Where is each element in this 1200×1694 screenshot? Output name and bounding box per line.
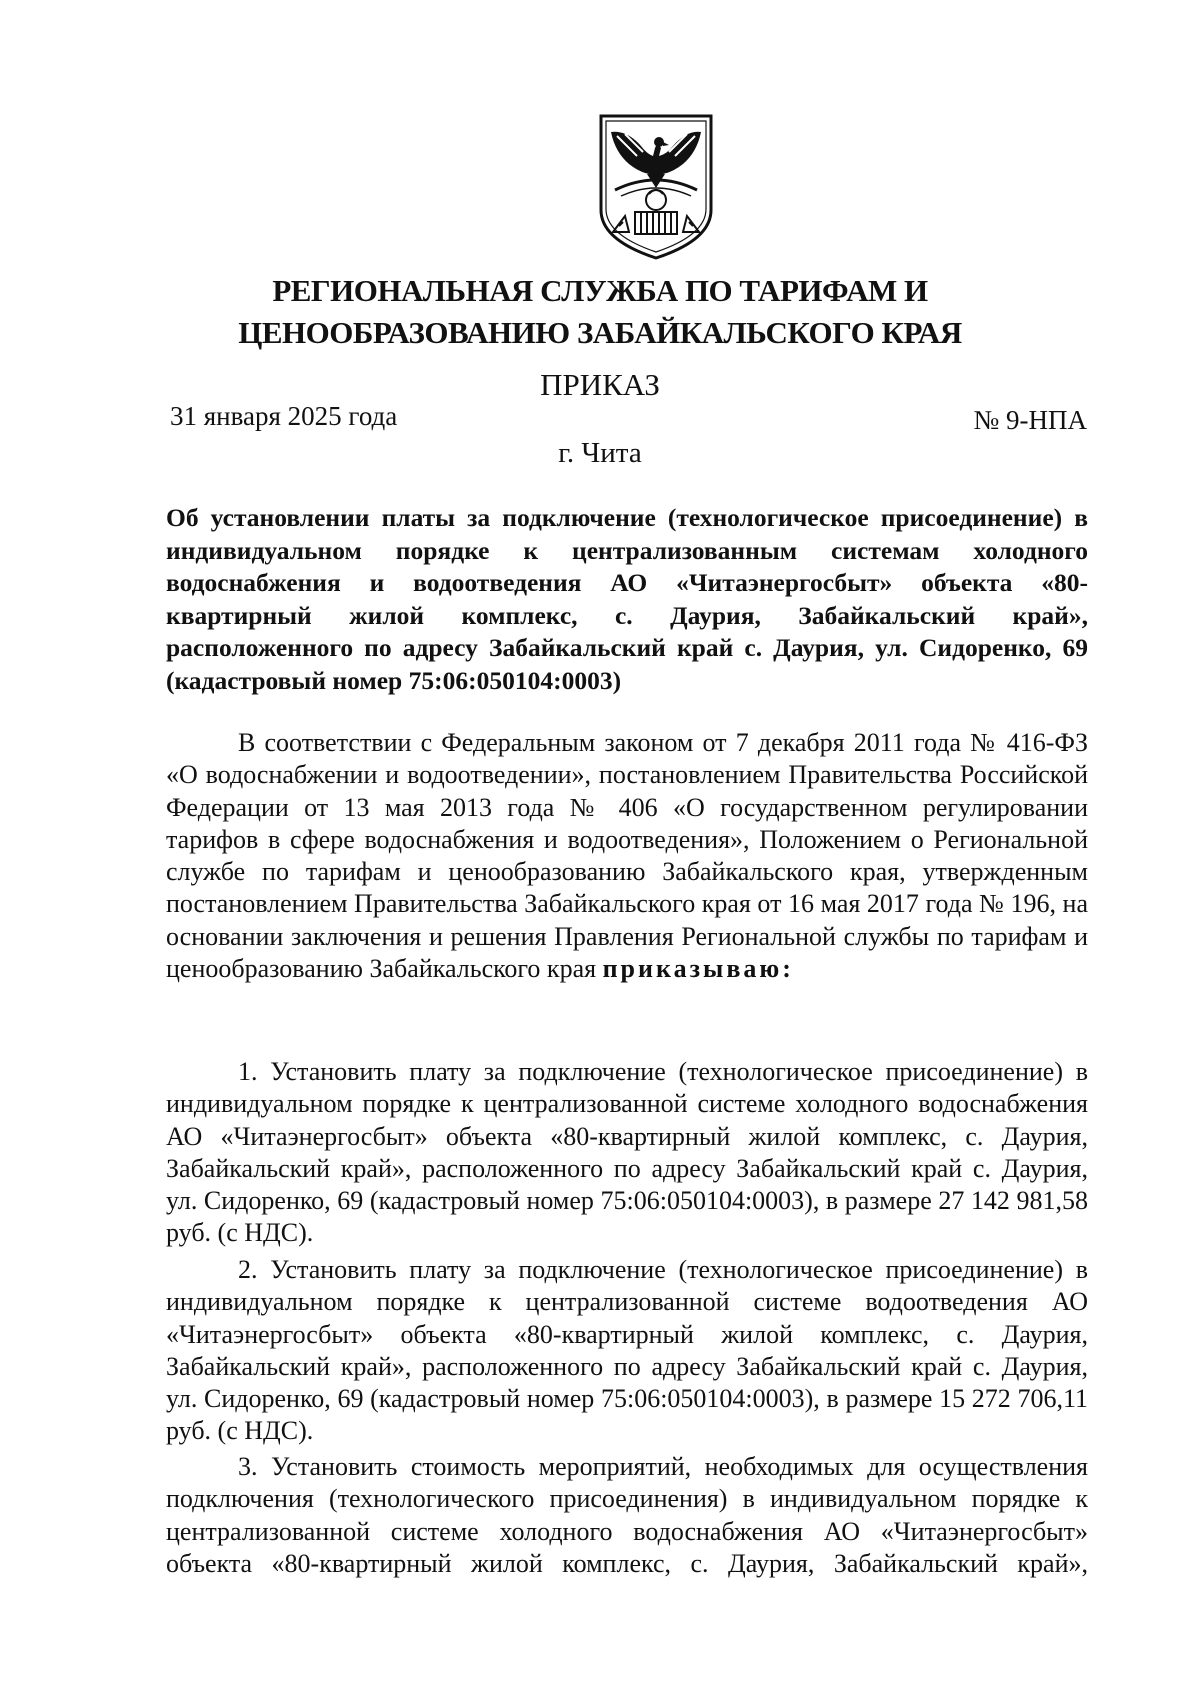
organization-name-line1: РЕГИОНАЛЬНАЯ СЛУЖБА ПО ТАРИФАМ И xyxy=(272,273,928,308)
intro-text: В соответствии с Федеральным законом от 7 декабря 2011 года № 416-ФЗ «О водоснабжении и водоотведении», постановлением Правительства Российской Федерации от 13 мая 2013 года № 406 «О государственном регулировании тарифов в сфере водоснабжения и водоотведения», Положением о Региональной службе по тарифам и ценообразованию Забайкальского края, утвержденным постановлением Правительства Забайкальского края от 16 мая 2017 года № 196, на основании заключения и решения Правления Региональной службы по тарифам и ценообразованию Забайкальского края xyxy=(166,728,1088,984)
intro-paragraph xyxy=(166,727,1088,985)
order-item-2: 2. Установить плату за подключение (технологическое присоединение) в индивидуальном порядке к централизованной системе водоотведения АО «Читаэнергосбыт» объекта «80-квартирный жилой комплекс, с. Даурия, Забайкальский край», расположенного по адресу Забайкальский край с. Даурия, ул. Сидоренко, 69 (кадастровый номер 75:06:050104:0003), в размере 15 272 706,11 руб. (с НДС). xyxy=(166,1255,1088,1446)
directive-word: приказываю: xyxy=(602,954,794,984)
organization-name-line2: ЦЕНООБРАЗОВАНИЮ ЗАБАЙКАЛЬСКОГО КРАЯ xyxy=(238,315,962,350)
document-number: № 9-НПА xyxy=(973,405,1087,435)
document-title: Об установлении платы за подключение (технологическое присоединение) в индивидуальном порядке к централизованным системам холодного водоснабжения и водоотведения АО «Читаэнергосбыт» объекта «80-квартирный жилой комплекс, с. Даурия, Забайкальский край», расположенного по адресу Забайкальский край с. Даурия, ул. Сидоренко, 69 (кадастровый номер 75:06:050104:0003) xyxy=(166,503,1088,695)
coat-of-arms-icon xyxy=(597,112,715,262)
document-type: ПРИКАЗ xyxy=(540,367,660,402)
document-date: 31 января 2025 года xyxy=(170,401,398,431)
order-item-3: 3. Установить стоимость мероприятий, необходимых для осуществления подключения (технологического присоединения) в индивидуальном порядке к централизованной системе холодного водоснабжения АО «Читаэнергосбыт» объекта «80-квартирный жилой комплекс, с. Даурия, Забайкальский край», xyxy=(166,1452,1088,1578)
document-city: г. Чита xyxy=(558,437,642,469)
order-item-1: 1. Установить плату за подключение (технологическое присоединение) в индивидуальном порядке к централизованной системе холодного водоснабжения АО «Читаэнергосбыт» объекта «80-квартирный жилой комплекс, с. Даурия, Забайкальский край», расположенного по адресу Забайкальский край с. Даурия, ул. Сидоренко, 69 (кадастровый номер 75:06:050104:0003), в размере 27 142 981,58 руб. (с НДС). xyxy=(166,1057,1088,1248)
